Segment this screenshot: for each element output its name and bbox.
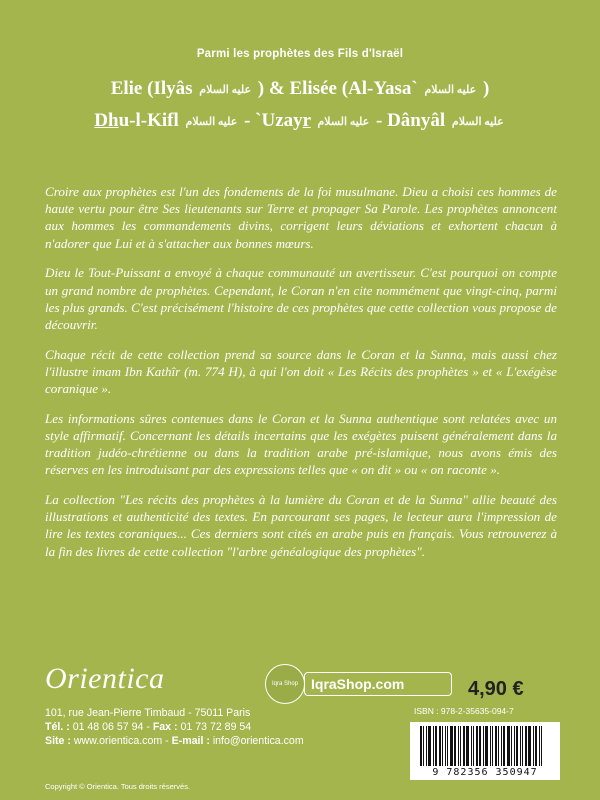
honorific-glyph-icon: عليه السلام [424,84,477,97]
honorific-glyph-icon: عليه السلام [185,116,238,129]
blurb-paragraph: Croire aux prophètes est l'un des fondements de la foi musulmane. Dieu a choisi ces hommes de haute vertu pour être Ses lieutenants sur Terre et propager Sa Parole. Les prophètes annoncent aux hommes les commandements divins, corrigent leurs déviations et exhortent chacun à n'adorer que Lui et à s'attacher aux bonnes mœurs. [45,184,557,251]
shop-badge-icon: Iqra Shop [265,664,305,704]
price: 4,90 € [468,678,524,700]
blurb-paragraph: La collection "Les récits des prophètes à la lumière du Coran et de la Sunna" allie beauté des illustrations et authenticité des textes. En parcourant ses pages, le lecteur aura l'impression de lire les textes coraniques... Ces derniers sont cités en arabe puis en français. Vous retrouverez à la fin des livres de cette collection "l'arbre généalogique des prophètes". [45,492,557,559]
publisher-address-block [45,706,304,748]
shop-name: IqraShop.com [304,672,452,696]
book-title-line-1: Elie (Ilyâs عليه السلام ) & Elisée (Al-Yasa` عليه السلام ) [110,78,490,99]
publisher-logo: Orientica [45,662,165,695]
barcode-bars [420,726,550,766]
honorific-glyph-icon: عليه السلام [199,84,252,97]
cover-footer [0,650,600,800]
book-title-line-2: Dhu-l-Kifl عليه السلام - `Uzayr عليه السلام - Dânyâl عليه السلام [94,110,504,131]
blurb-paragraph: Chaque récit de cette collection prend sa source dans le Coran et la Sunna, mais aussi chez l'illustre imam Ibn Kathîr (m. 774 H), à qui l'on doit « Les Récits des prophètes » et « L'exégèse coranique ». [45,346,557,397]
blurb-paragraph: Les informations sûres contenues dans le Coran et la Sunna authentique sont relatées avec un style affirmatif. Concernant les détails incertains que les exégètes puisent généralement dans la tradition judéo-chrétienne ou dans la tradition arabe pré-islamique, nous avons émis des réserves en les introduisant par des expressions telles que « on dit » ou « on raconte ». [45,410,557,478]
phone-line: Tél. : 01 48 06 57 94 - Fax : 01 73 72 89 54 [45,721,252,733]
honorific-glyph-icon: عليه السلام [317,116,370,129]
copyright-notice: Copyright © Orientica. Tous droits réservés. [45,782,191,791]
address-line: 101, rue Jean-Pierre Timbaud - 75011 Paris [45,707,251,719]
blurb-paragraph: Dieu le Tout-Puissant a envoyé à chaque communauté un avertisseur. C'est pourquoi on compte un grand nombre de prophètes. Cependant, le Coran n'en cite nommément que vingt-cinq, parmi les plus grands. C'est précisément l'histoire de ces prophètes que cette collection vous propose de découvrir. [45,265,557,332]
site-link[interactable]: www.orientica.com [73,735,163,747]
cover-header [0,48,600,132]
isbn-barcode-area [410,704,560,796]
barcode-number: 9 782356 350947 [432,767,538,778]
honorific-glyph-icon: عليه السلام [451,116,504,129]
series-subtitle: Parmi les prophètes des Fils d'Israël [196,48,404,60]
blurb-text [45,183,557,572]
barcode-image [410,722,560,780]
isbn-label: ISBN : 978-2-35635-094-7 [414,706,514,716]
web-line: Site : www.orientica.com - E-mail : info@orientica.com [45,735,304,747]
email-link[interactable]: info@orientica.com [212,735,304,747]
